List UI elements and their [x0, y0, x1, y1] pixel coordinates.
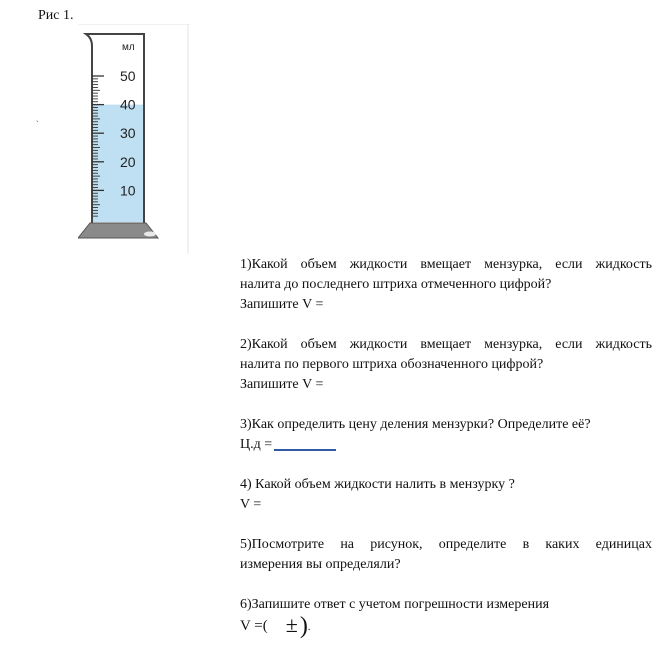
scale-label-10: 10: [120, 182, 136, 199]
stray-mark: ˏ: [36, 113, 39, 122]
question-1-line-1: 1)Какой объем жидкости вмещает мензурка, если жидкость: [240, 257, 652, 272]
plus-minus-sign: ±: [285, 612, 298, 637]
base-highlight: [144, 232, 156, 237]
question-2: [240, 335, 652, 395]
scale-label-20: 20: [120, 153, 136, 170]
measuring-cylinder: [78, 24, 190, 254]
question-3-answer-label: Ц.д =: [240, 437, 273, 452]
scale-label-40: 40: [120, 96, 136, 113]
question-2-line-1: 2)Какой объем жидкости вмещает мензурка, если жидкость: [240, 337, 652, 352]
question-1: [240, 255, 652, 315]
answer-prefix: V =(: [240, 618, 268, 634]
answer-close-paren: ): [299, 613, 308, 639]
unit-label: мл: [122, 42, 135, 53]
question-4-line-2: V =: [240, 497, 262, 512]
answer-dot: .: [307, 622, 311, 633]
scale-label-30: 30: [120, 125, 136, 142]
question-1-line-2: налита до последнего штриха отмеченного цифрой?: [240, 277, 552, 292]
question-6-answer: [240, 612, 652, 639]
question-6-line-1: 6)Запишите ответ с учетом погрешности измерения: [240, 597, 550, 612]
question-1-line-3: Запишите V =: [240, 297, 324, 312]
figure-caption: Рис 1.: [38, 8, 74, 23]
question-4: [240, 475, 652, 515]
question-2-line-2: налита по первого штриха обозначенного цифрой?: [240, 357, 544, 372]
questions-block: [240, 255, 652, 638]
question-3: [240, 415, 652, 455]
question-3-line-2: [240, 435, 652, 455]
scale-label-50: 50: [120, 68, 136, 84]
question-3-line-1: 3)Как определить цену деления мензурки? Определите её?: [240, 417, 591, 432]
answer-underline: [274, 439, 336, 451]
question-5-line-2: измерения вы определяли?: [240, 557, 401, 572]
question-6: [240, 595, 652, 638]
question-2-line-3: Запишите V =: [240, 377, 324, 392]
question-4-line-1: 4) Какой объем жидкости налить в мензурку ?: [240, 477, 515, 492]
question-5-line-1: 5)Посмотрите на рисунок, определите в каких единицах: [240, 537, 652, 552]
question-5: [240, 535, 652, 575]
